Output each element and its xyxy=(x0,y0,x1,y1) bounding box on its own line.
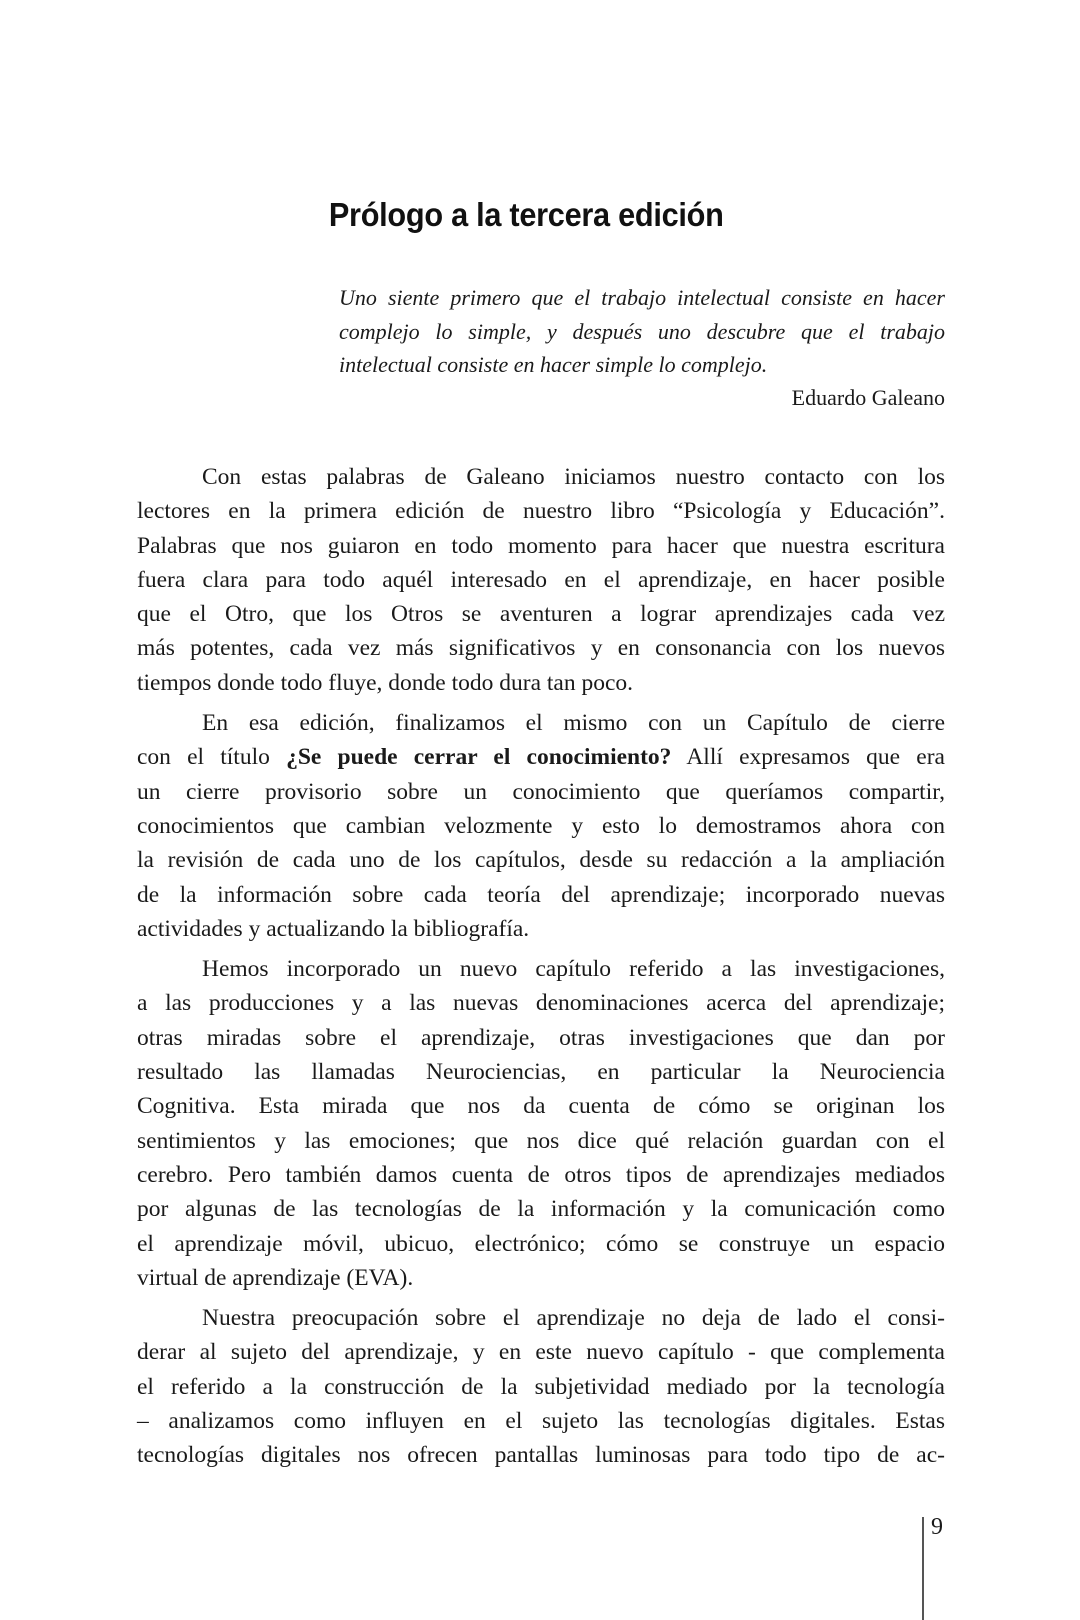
text-segment: Allí expresamos que era xyxy=(671,744,945,771)
text-line: fuera clara para todo aquél interesado en el aprendizaje, en hacer posible xyxy=(137,566,945,593)
text-line: otras miradas sobre el aprendizaje, otras investigaciones que dan por xyxy=(137,1024,945,1051)
text-line: que el Otro, que los Otros se aventuren a lograr aprendizajes cada vez xyxy=(137,601,945,628)
text-line: resultado las llamadas Neurociencias, en particular la Neurociencia xyxy=(137,1059,945,1086)
page-number-rule xyxy=(922,1517,924,1620)
paragraph xyxy=(137,1301,945,1472)
body-text xyxy=(137,460,945,1479)
text-line: Nuestra preocupación sobre el aprendizaje no deja de lado el consi- xyxy=(202,1305,945,1332)
paragraph xyxy=(137,952,945,1295)
text-line: derar al sujeto del aprendizaje, y en este nuevo capítulo - que complementa xyxy=(137,1339,945,1366)
text-line: el referido a la construcción de la subjetividad mediado por la tecnología xyxy=(137,1373,945,1400)
text-line: conocimientos que cambian velozmente y esto lo demostramos ahora con xyxy=(137,812,945,839)
text-line: Hemos incorporado un nuevo capítulo referido a las investigaciones, xyxy=(202,956,945,983)
text-line: lectores en la primera edición de nuestro libro “Psicología y Educación”. xyxy=(137,498,945,525)
bold-phrase: ¿Se puede cerrar el conocimiento? xyxy=(286,744,672,771)
text-line: Palabras que nos guiaron en todo momento para hacer que nuestra escritura xyxy=(137,532,945,559)
epigraph-line: Uno siente primero que el trabajo intelectual consiste en hacer xyxy=(339,285,945,310)
text-line: En esa edición, finalizamos el mismo con un Capítulo de cierre xyxy=(202,710,945,737)
text-line: tecnologías digitales nos ofrecen pantallas luminosas para todo tipo de ac- xyxy=(137,1442,945,1469)
text-line: más potentes, cada vez más significativos y en consonancia con los nuevos xyxy=(137,635,945,662)
text-line: de la información sobre cada teoría del aprendizaje; incorporado nuevas xyxy=(137,881,945,908)
text-segment: con el título xyxy=(137,744,287,771)
page-title xyxy=(0,196,1080,234)
epigraph xyxy=(339,281,945,382)
text-line: sentimientos y las emociones; que nos dice qué relación guardan con el xyxy=(137,1127,945,1154)
text-line: tiempos donde todo fluye, donde todo dura tan poco. xyxy=(137,669,634,696)
epigraph-author: Eduardo Galeano xyxy=(791,385,945,410)
paragraph xyxy=(137,460,945,700)
page-number: 9 xyxy=(931,1514,943,1540)
paragraph xyxy=(137,706,945,946)
text-line: virtual de aprendizaje (EVA). xyxy=(137,1264,414,1291)
text-line: el aprendizaje móvil, ubicuo, electrónico; cómo se construye un espacio xyxy=(137,1230,945,1257)
page-title-text: Prólogo a la tercera edición xyxy=(328,196,724,233)
text-line: a las producciones y a las nuevas denominaciones acerca del aprendizaje; xyxy=(137,990,945,1017)
text-line: la revisión de cada uno de los capítulos, desde su redacción a la ampliación xyxy=(137,847,945,874)
text-line: actividades y actualizando la bibliografía. xyxy=(137,915,530,942)
text-line: Con estas palabras de Galeano iniciamos nuestro contacto con los xyxy=(202,464,945,490)
text-line: un cierre provisorio sobre un conocimiento que queríamos compartir, xyxy=(137,778,945,805)
text-line xyxy=(137,740,945,774)
text-line: Cognitiva. Esta mirada que nos da cuenta de cómo se originan los xyxy=(137,1093,945,1120)
text-line: por algunas de las tecnologías de la información y la comunicación como xyxy=(137,1196,945,1223)
text-line: – analizamos como influyen en el sujeto las tecnologías digitales. Estas xyxy=(137,1408,945,1435)
epigraph-line: complejo lo simple, y después uno descubre que el trabajo xyxy=(339,318,945,344)
text-line: cerebro. Pero también damos cuenta de otros tipos de aprendizajes mediados xyxy=(137,1161,945,1188)
epigraph-line: intelectual consiste en hacer simple lo complejo. xyxy=(339,352,768,377)
